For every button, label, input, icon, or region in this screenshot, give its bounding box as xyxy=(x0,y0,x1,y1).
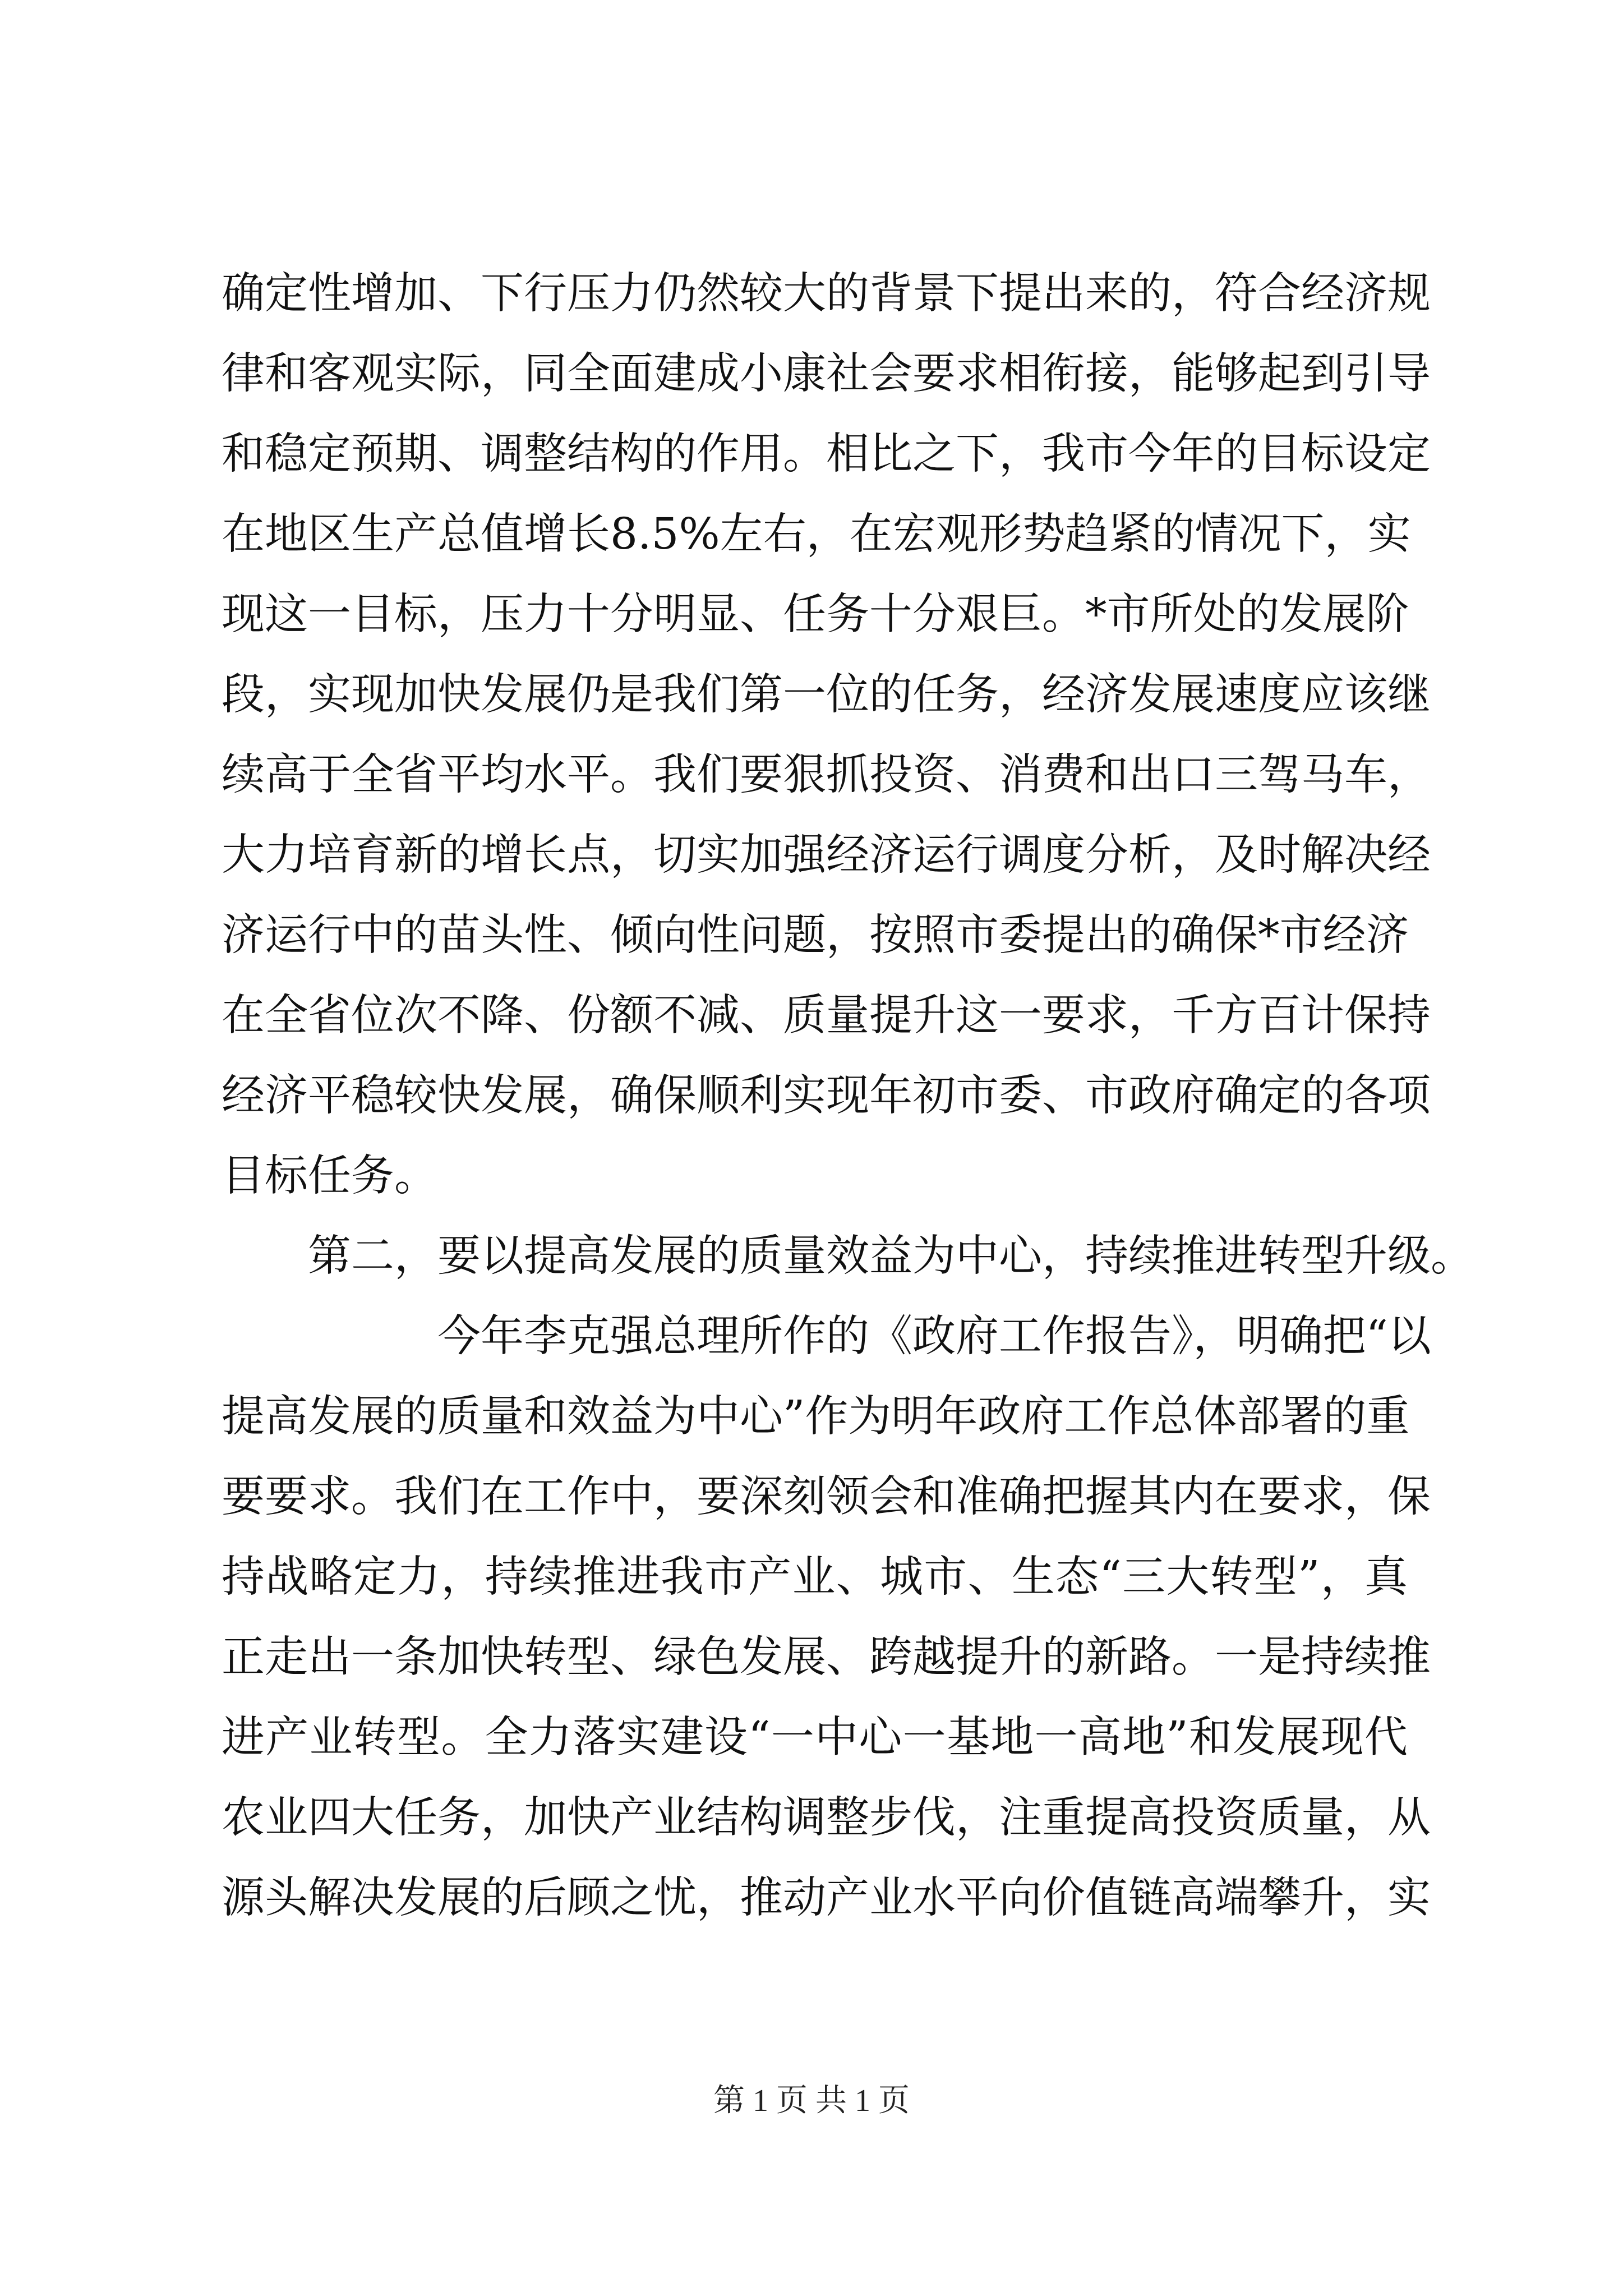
text-line: 大力培育新的增长点，切实加强经济运行调度分析，及时解决经 xyxy=(222,830,1431,880)
text-line: 提高发展的质量和效益为中心”作为明年政府工作总体部署的重 xyxy=(222,1392,1410,1442)
paragraph-heading-second xyxy=(222,1216,1474,1296)
text-line: 进产业转型。全力落实建设“一中心一基地一高地”和发展现代 xyxy=(222,1713,1408,1763)
text-line: 目标任务。 xyxy=(222,1151,437,1201)
text-line: 续高于全省平均水平。我们要狠抓投资、消费和出口三驾马车， xyxy=(222,750,1431,800)
document-body xyxy=(222,254,1474,1938)
text-line: 律和客观实际，同全面建成小康社会要求相衔接，能够起到引导 xyxy=(222,349,1431,399)
text-line: 今年李克强总理所作的《政府工作报告》，明确把“以 xyxy=(437,1312,1431,1361)
text-line: 和稳定预期、调整结构的作用。相比之下，我市今年的目标设定 xyxy=(222,429,1431,479)
paragraph-economic-targets xyxy=(222,254,1431,1216)
text-line: 确定性增加、下行压力仍然较大的背景下提出来的，符合经济规 xyxy=(222,269,1431,319)
section-heading: 第二，要以提高发展的质量效益为中心，持续推进转型升级。 xyxy=(308,1231,1474,1281)
text-line: 段，实现加快发展仍是我们第一位的任务，经济发展速度应该继 xyxy=(222,670,1431,720)
text-line: 正走出一条加快转型、绿色发展、跨越提升的新路。一是持续推 xyxy=(222,1632,1431,1682)
text-line: 持战略定力，持续推进我市产业、城市、生态“三大转型”，真 xyxy=(222,1552,1408,1602)
text-line: 要要求。我们在工作中，要深刻领会和准确把握其内在要求，保 xyxy=(222,1472,1431,1522)
text-line: 现这一目标，压力十分明显、任务十分艰巨。*市所处的发展阶 xyxy=(222,590,1409,639)
paragraph-transformation xyxy=(222,1296,1431,1938)
text-line: 农业四大任务，加快产业结构调整步伐，注重提高投资质量，从 xyxy=(222,1793,1431,1843)
text-line: 经济平稳较快发展，确保顺利实现年初市委、市政府确定的各项 xyxy=(222,1071,1431,1121)
text-line: 济运行中的苗头性、倾向性问题，按照市委提出的确保*市经济 xyxy=(222,910,1409,960)
page-footer: 第 1 页 共 1 页 xyxy=(713,2083,910,2118)
text-line: 源头解决发展的后顾之忧，推动产业水平向价值链高端攀升，实 xyxy=(222,1873,1431,1923)
text-line: 在地区生产总值增长8.5%左右，在宏观形势趋紧的情况下，实 xyxy=(222,509,1411,559)
text-line: 在全省位次不降、份额不减、质量提升这一要求，千方百计保持 xyxy=(222,991,1431,1041)
